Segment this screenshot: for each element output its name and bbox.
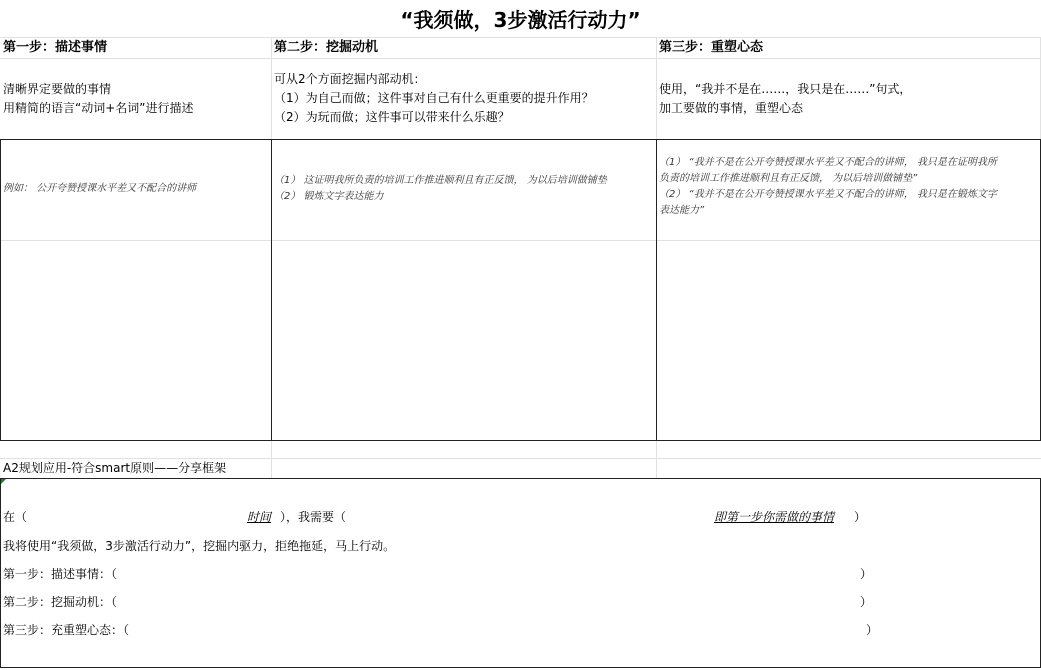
desc-line: 清晰界定要做的事情 bbox=[3, 82, 112, 96]
framework-step1-close: ） bbox=[860, 567, 873, 581]
border-line bbox=[0, 440, 1041, 441]
example-cell-step1[interactable] bbox=[3, 181, 269, 197]
example-line: 例如： 公开夸赞授课水平差又不配合的讲师 bbox=[3, 183, 197, 194]
example-line: （2） “我并不是在公开夸赞授课水平差又不配合的讲师， 我只是在锻炼文字 bbox=[659, 189, 997, 200]
framework-step3-close: ） bbox=[866, 623, 879, 637]
border-line bbox=[0, 478, 1, 668]
desc-line: 用精简的语言“动词+名词”进行描述 bbox=[3, 101, 194, 115]
example-line: 负责的培训工作推进顺利且有正反馈， 为以后培训做铺垫” bbox=[659, 173, 918, 184]
desc-line: 使用，“我并不是在……，我只是在……”句式， bbox=[659, 82, 912, 96]
gridline bbox=[271, 37, 272, 139]
framework-time-placeholder[interactable]: 时间 bbox=[247, 510, 272, 524]
example-cell-step2[interactable] bbox=[274, 173, 654, 205]
example-line: （1） “我并不是在公开夸赞授课水平差又不配合的讲师， 我只是在证明我所 bbox=[659, 157, 997, 168]
page-title[interactable]: “我须做，3步激活行动力” bbox=[400, 8, 641, 32]
selected-cell-indicator bbox=[1, 479, 6, 484]
framework-statement[interactable]: 我将使用“我须做，3步激活行动力”，挖掘内驱力，拒绝拖延，马上行动。 bbox=[3, 539, 396, 553]
gridline bbox=[656, 441, 657, 479]
gridline bbox=[656, 37, 657, 139]
desc-line: 可从2个方面挖掘内部动机： bbox=[274, 72, 426, 86]
border-line bbox=[0, 478, 1041, 479]
gridline bbox=[0, 37, 1041, 38]
input-cell-step3[interactable] bbox=[657, 241, 1040, 440]
header-step2[interactable]: 第二步：挖掘动机 bbox=[274, 40, 379, 55]
framework-suffix: ） bbox=[854, 510, 867, 524]
input-cell-step1[interactable] bbox=[1, 241, 271, 440]
framework-step3-label[interactable]: 第三步：充重塑心态：（ bbox=[3, 623, 130, 637]
desc-cell-step3[interactable] bbox=[659, 80, 1039, 118]
header-step1[interactable]: 第一步：描述事情 bbox=[3, 40, 108, 55]
gridline bbox=[0, 58, 1041, 59]
framework-mid: ），我需要（ bbox=[280, 510, 347, 524]
desc-line: 加工要做的事情，重塑心态 bbox=[659, 101, 804, 115]
framework-step2-close: ） bbox=[860, 595, 873, 609]
desc-cell-step1[interactable] bbox=[3, 80, 269, 118]
desc-line: （1）为自己而做；这件事对自己有什么更重要的提升作用？ bbox=[274, 91, 594, 105]
example-cell-step3[interactable] bbox=[659, 155, 1039, 219]
framework-step1-label[interactable]: 第一步：描述事情：（ bbox=[3, 567, 118, 581]
border-line bbox=[0, 667, 1041, 668]
desc-line: （2）为玩而做；这件事可以带来什么乐趣？ bbox=[274, 110, 510, 124]
header-step3[interactable]: 第三步：重塑心态 bbox=[659, 40, 764, 55]
input-cell-step2[interactable] bbox=[272, 241, 656, 440]
section-label[interactable]: A2规划应用-符合smart原则——分享框架 bbox=[3, 461, 227, 475]
border-line bbox=[0, 139, 1041, 140]
framework-step2-label[interactable]: 第二步：挖掘动机：（ bbox=[3, 595, 118, 609]
framework-prefix: 在（ bbox=[3, 510, 28, 524]
example-line: （2） 锻炼文字表达能力 bbox=[274, 191, 384, 202]
example-line: 表达能力” bbox=[659, 205, 705, 216]
framework-need-placeholder[interactable]: 即第一步你需做的事情 bbox=[714, 510, 835, 524]
desc-cell-step2[interactable] bbox=[274, 70, 654, 127]
example-line: （1） 这证明我所负责的培训工作推进顺利且有正反馈， 为以后培训做铺垫 bbox=[274, 175, 607, 186]
